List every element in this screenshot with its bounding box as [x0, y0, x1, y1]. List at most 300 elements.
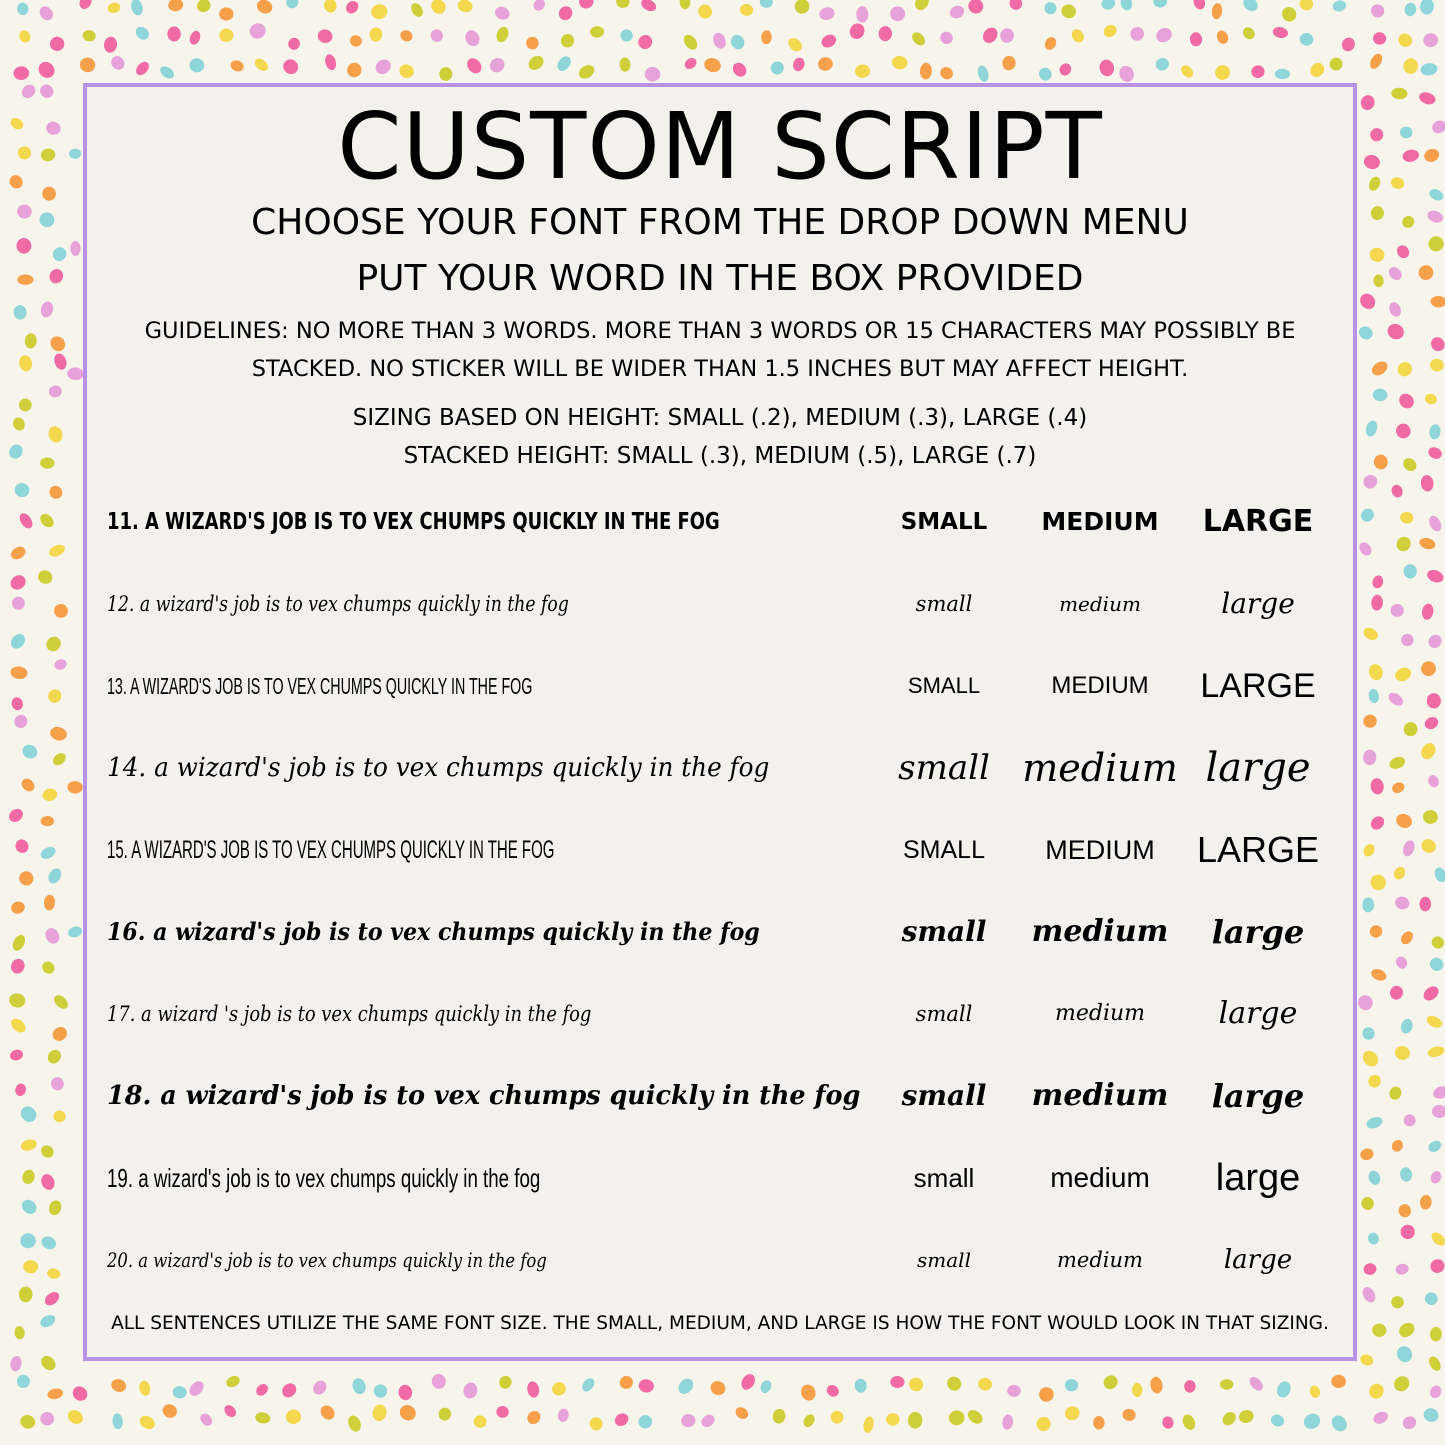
confetti-dot [1428, 1257, 1445, 1276]
font-sample-sentence: 12. a wizard's job is to vex chumps quickly in the fog [107, 592, 569, 616]
confetti-dot [966, 0, 986, 16]
confetti-dot [351, 1377, 368, 1396]
confetti-dot [550, 1380, 568, 1398]
confetti-dot [77, 0, 94, 11]
confetti-dot [428, 0, 448, 17]
confetti-dot [1390, 1138, 1406, 1154]
confetti-dot [280, 56, 301, 77]
confetti-dot [1399, 1017, 1414, 1035]
confetti-dot [1149, 1376, 1163, 1394]
confetti-dot [53, 1110, 67, 1123]
confetti-dot [1368, 246, 1387, 264]
confetti-dot [1357, 291, 1378, 313]
confetti-dot [1184, 1380, 1196, 1393]
confetti-dot [1420, 474, 1435, 492]
confetti-dot [9, 1048, 25, 1062]
confetti-dot [1394, 1344, 1415, 1365]
confetti-dot [371, 1403, 388, 1422]
confetti-dot [348, 34, 363, 49]
font-sample-sentence: 11. A WIZARD'S JOB IS TO VEX CHUMPS QUICKLY IN THE FOG [107, 509, 720, 535]
confetti-dot [397, 62, 416, 80]
confetti-dot [1388, 984, 1404, 1001]
confetti-dot [494, 25, 510, 44]
confetti-dot [1367, 923, 1384, 941]
confetti-dot [799, 1382, 818, 1402]
font-sample-sentence: 16. a wizard's job is to vex chumps quickly in the fog [107, 917, 760, 946]
confetti-dot [615, 0, 631, 9]
confetti-dot [370, 3, 389, 21]
confetti-dot [888, 4, 908, 24]
confetti-dot [1427, 1045, 1445, 1059]
confetti-dot [1363, 1262, 1378, 1276]
confetti-dot [15, 1373, 31, 1389]
size-sample-large: large [1223, 1245, 1293, 1275]
confetti-dot [8, 631, 28, 651]
confetti-dot [818, 5, 836, 21]
confetti-dot [1419, 1194, 1432, 1210]
confetti-dot [47, 483, 65, 501]
size-sample-medium: medium [1057, 1248, 1143, 1272]
confetti-dot [948, 4, 966, 21]
confetti-dot [18, 354, 34, 373]
confetti-dot [112, 1413, 124, 1430]
confetti-dot [1371, 594, 1384, 611]
confetti-dot [1369, 967, 1388, 983]
confetti-dot [35, 59, 57, 82]
confetti-dot [44, 894, 56, 910]
confetti-dot [10, 900, 27, 916]
font-sample-sentence: 17. a wizard 's job is to vex chumps quickly in the fog [107, 1002, 592, 1026]
confetti-dot [428, 27, 445, 44]
confetti-dot [37, 82, 56, 101]
confetti-dot [1007, 0, 1025, 12]
confetti-dot [229, 59, 245, 74]
confetti-dot [1394, 1262, 1409, 1276]
confetti-dot [1121, 1407, 1137, 1422]
confetti-dot [1360, 1048, 1382, 1070]
size-sample-large: large [1211, 1077, 1305, 1115]
confetti-dot [681, 32, 700, 52]
confetti-dot [7, 442, 26, 461]
confetti-dot [965, 1407, 985, 1426]
confetti-dot [1220, 1379, 1233, 1389]
confetti-dot [1370, 777, 1385, 795]
confetti-dot [1100, 0, 1117, 11]
confetti-dot [18, 1103, 40, 1125]
confetti-dot [41, 185, 58, 202]
confetti-dot [254, 1411, 271, 1425]
confetti-dot [67, 367, 84, 380]
confetti-dot [21, 1168, 37, 1185]
confetti-dot [886, 1413, 900, 1426]
confetti-dot [6, 806, 25, 824]
confetti-dot [37, 210, 57, 230]
confetti-dot [409, 1, 425, 19]
confetti-dot [16, 2, 29, 17]
confetti-dot [284, 0, 301, 11]
confetti-dot [1371, 574, 1385, 590]
confetti-dot [41, 787, 59, 803]
confetti-dot [49, 1075, 66, 1092]
confetti-dot [1064, 1378, 1079, 1393]
confetti-dot [24, 333, 37, 350]
confetti-dot [39, 1234, 58, 1252]
font-sample-sentence: 18. a wizard's job is to vex chumps quickly in the fog [107, 1081, 861, 1111]
confetti-dot [791, 56, 806, 73]
confetti-dot [70, 1383, 91, 1403]
confetti-dot [1093, 1416, 1104, 1429]
confetti-dot [463, 28, 482, 49]
page-title: CUSTOM SCRIPT [337, 93, 1103, 200]
confetti-dot [344, 0, 361, 16]
confetti-dot [1237, 1408, 1255, 1425]
confetti-dot [19, 398, 32, 411]
confetti-dot [1275, 69, 1290, 79]
confetti-dot [907, 1375, 926, 1393]
confetti-dot [702, 56, 722, 74]
confetti-dot [496, 1405, 510, 1418]
confetti-dot [576, 0, 596, 11]
confetti-dot [1391, 87, 1408, 99]
confetti-dot [373, 56, 394, 77]
confetti-dot [13, 305, 27, 320]
confetti-dot [1429, 358, 1445, 373]
confetti-dot [733, 1405, 750, 1422]
confetti-dot [437, 1406, 453, 1422]
confetti-dot [109, 53, 127, 72]
confetti-dot [323, 53, 337, 71]
confetti-dot [9, 957, 27, 976]
size-sample-medium: MEDIUM [1041, 507, 1159, 536]
confetti-dot [14, 1082, 27, 1097]
confetti-dot [1042, 0, 1059, 17]
confetti-dot [40, 147, 57, 163]
confetti-dot [1002, 56, 1016, 71]
confetti-dot [8, 116, 25, 132]
confetti-dot [1425, 1014, 1444, 1030]
font-sample-row [87, 738, 1361, 798]
confetti-dot [1063, 1404, 1082, 1423]
size-sample-medium: medium [1031, 914, 1169, 949]
instruction-font-menu: CHOOSE YOUR FONT FROM THE DROP DOWN MENU [251, 202, 1189, 243]
confetti-dot [878, 26, 892, 41]
confetti-dot [487, 55, 507, 75]
confetti-dot [1426, 773, 1441, 789]
confetti-dot [78, 56, 97, 74]
confetti-dot [1400, 1224, 1415, 1239]
confetti-dot [1398, 1203, 1413, 1218]
confetti-dot [728, 33, 746, 52]
confetti-dot [133, 24, 151, 42]
confetti-dot [683, 56, 699, 72]
size-sample-large: large [1221, 587, 1295, 620]
font-sample-sentence: 14. a wizard's job is to vex chumps quickly in the fog [107, 753, 770, 783]
confetti-dot [47, 267, 66, 286]
confetti-dot [1269, 1412, 1286, 1428]
confetti-dot [23, 1260, 39, 1274]
confetti-dot [801, 1412, 817, 1429]
confetti-dot [1101, 1373, 1120, 1392]
confetti-dot [696, 2, 715, 21]
confetti-dot [1396, 1320, 1417, 1340]
confetti-dot [1401, 1414, 1419, 1431]
confetti-dot [1359, 1353, 1375, 1368]
confetti-dot [1396, 31, 1415, 50]
confetti-dot [761, 30, 772, 45]
confetti-dot [1388, 755, 1407, 771]
font-sample-row [87, 1066, 1361, 1126]
confetti-dot [167, 26, 181, 41]
confetti-dot [1132, 1383, 1142, 1397]
confetti-dot [1386, 265, 1404, 283]
confetti-dot [1401, 633, 1414, 646]
confetti-dot [16, 238, 32, 255]
confetti-dot [1390, 483, 1405, 499]
confetti-dot [679, 0, 691, 10]
confetti-dot [1428, 334, 1445, 353]
font-sample-row [87, 574, 1361, 634]
confetti-dot [1419, 897, 1431, 912]
confetti-dot [1394, 534, 1414, 554]
confetti-dot [1329, 1412, 1350, 1434]
font-sample-row [87, 492, 1361, 552]
confetti-dot [910, 30, 928, 48]
confetti-dot [46, 425, 64, 445]
confetti-dot [1361, 625, 1380, 642]
confetti-dot [525, 35, 540, 50]
confetti-dot [1423, 715, 1441, 732]
confetti-dot [1400, 213, 1417, 230]
confetti-dot [38, 511, 57, 530]
confetti-dot [160, 1402, 179, 1421]
size-sample-medium: medium [1059, 592, 1141, 616]
confetti-dot [1340, 35, 1357, 53]
confetti-dot [1428, 1384, 1443, 1400]
confetti-dot [16, 868, 36, 888]
confetti-dot [285, 1409, 302, 1426]
confetti-dot [137, 1413, 157, 1432]
confetti-dot [1399, 511, 1415, 525]
size-sample-small: small [901, 1079, 987, 1112]
confetti-dot [1368, 872, 1389, 893]
confetti-dot [768, 59, 786, 77]
confetti-dot [1360, 1196, 1376, 1212]
confetti-dot [369, 27, 383, 42]
confetti-dot [1427, 955, 1445, 974]
confetti-dot [20, 1233, 36, 1249]
confetti-dot [19, 1197, 39, 1217]
confetti-dot [464, 55, 484, 76]
confetti-dot [69, 148, 82, 159]
confetti-dot [397, 1384, 413, 1401]
confetti-dot [17, 29, 32, 45]
info-card [83, 83, 1357, 1361]
confetti-dot [1360, 1285, 1378, 1305]
font-sample-row [87, 984, 1361, 1044]
sizing-info: SIZING BASED ON HEIGHT: SMALL (.2), MEDIUM (.3), LARGE (.4) [352, 405, 1088, 431]
confetti-dot [107, 2, 122, 14]
confetti-dot [912, 0, 931, 12]
confetti-dot [1426, 632, 1444, 651]
confetti-dot [619, 28, 634, 42]
confetti-dot [1427, 187, 1445, 203]
confetti-dot [1403, 58, 1419, 75]
confetti-dot [9, 1355, 22, 1372]
confetti-dot [576, 62, 596, 81]
confetti-dot [938, 29, 956, 46]
confetti-dot [53, 603, 69, 619]
confetti-dot [255, 0, 275, 16]
confetti-dot [1426, 233, 1445, 254]
confetti-dot [855, 64, 871, 78]
confetti-dot [617, 1374, 635, 1392]
confetti-dot [681, 1413, 696, 1427]
confetti-dot [557, 1408, 570, 1423]
confetti-dot [1418, 741, 1438, 762]
confetti-dot [48, 385, 63, 399]
confetti-dot [287, 36, 302, 51]
confetti-dot [1394, 812, 1414, 831]
confetti-dot [1001, 1414, 1014, 1431]
confetti-dot [1367, 175, 1383, 193]
confetti-dot [1153, 0, 1168, 9]
confetti-dot [51, 751, 69, 768]
confetti-dot [1272, 26, 1289, 40]
confetti-dot [619, 57, 631, 72]
confetti-dot [138, 1380, 151, 1397]
confetti-dot [1385, 321, 1407, 342]
confetti-dot [1371, 1409, 1390, 1426]
size-sample-large: LARGE [1196, 829, 1320, 870]
confetti-dot [1060, 3, 1078, 20]
confetti-dot [730, 60, 749, 79]
confetti-dot [1247, 1374, 1265, 1393]
confetti-dot [41, 816, 54, 826]
confetti-dot [19, 776, 37, 794]
confetti-dot [318, 1403, 338, 1423]
confetti-dot [920, 63, 933, 80]
confetti-dot [39, 300, 54, 318]
confetti-dot [472, 1414, 488, 1430]
confetti-dot [439, 67, 453, 82]
confetti-dot [612, 1411, 630, 1429]
confetti-dot [1119, 0, 1134, 12]
confetti-dot [195, 0, 213, 14]
confetti-dot [1057, 61, 1073, 78]
confetti-dot [1423, 1290, 1440, 1307]
size-sample-medium: medium [1022, 746, 1178, 790]
confetti-dot [456, 0, 474, 14]
confetti-dot [1069, 27, 1086, 45]
confetti-dot [1369, 2, 1386, 19]
confetti-dot [635, 32, 655, 52]
confetti-dot [497, 1374, 513, 1391]
confetti-dot [555, 54, 574, 74]
confetti-dot [1037, 65, 1054, 83]
confetti-dot [1362, 897, 1375, 913]
confetti-dot [1034, 1414, 1053, 1433]
confetti-dot [711, 31, 728, 51]
confetti-dot [39, 1172, 57, 1192]
confetti-dot [1366, 1073, 1383, 1090]
confetti-dot [46, 687, 64, 705]
confetti-dot [129, 0, 144, 17]
confetti-dot [17, 275, 33, 285]
confetti-dot [891, 55, 909, 71]
confetti-dot [1395, 359, 1415, 379]
confetti-dot [51, 993, 70, 1012]
confetti-dot [323, 0, 338, 14]
confetti-dot [16, 203, 33, 219]
confetti-dot [10, 595, 27, 612]
font-sample-row [87, 902, 1361, 962]
confetti-dot [1279, 4, 1299, 24]
confetti-dot [198, 1411, 215, 1428]
confetti-dot [1367, 662, 1385, 682]
confetti-dot [980, 25, 1000, 46]
confetti-dot [1391, 1373, 1412, 1394]
confetti-dot [794, 0, 810, 14]
confetti-dot [1422, 809, 1438, 825]
confetti-dot [890, 1376, 905, 1389]
confetti-dot [944, 1374, 964, 1394]
confetti-dot [1401, 839, 1416, 858]
confetti-dot [1192, 0, 1207, 11]
confetti-dot [158, 64, 176, 81]
confetti-dot [847, 21, 867, 42]
confetti-dot [739, 3, 755, 18]
font-sample-sentence: 19. a wizard's job is to vex chumps quickly in the fog [107, 1163, 541, 1193]
confetti-dot [1431, 1084, 1445, 1100]
confetti-dot [1389, 603, 1404, 618]
confetti-dot [65, 1407, 85, 1427]
confetti-dot [1361, 472, 1380, 491]
confetti-dot [1403, 722, 1418, 737]
confetti-dot [1363, 749, 1377, 765]
confetti-dot [1329, 58, 1342, 71]
confetti-dot [1404, 2, 1418, 17]
confetti-dot [1368, 125, 1387, 144]
confetti-dot [53, 657, 68, 671]
confetti-dot [1365, 1115, 1384, 1131]
confetti-dot [1308, 60, 1328, 80]
confetti-dot [1331, 0, 1347, 13]
confetti-dot [16, 144, 34, 162]
confetti-dot [1371, 1322, 1387, 1338]
confetti-dot [252, 56, 270, 73]
confetti-dot [7, 172, 26, 191]
font-sample-row [87, 820, 1361, 880]
size-sample-small: SMALL [903, 836, 985, 864]
size-sample-medium: medium [1050, 1162, 1150, 1193]
confetti-dot [109, 1377, 127, 1394]
confetti-dot [1298, 0, 1314, 12]
stacked-height-info: STACKED HEIGHT: SMALL (.3), MEDIUM (.5), LARGE (.7) [403, 443, 1037, 469]
confetti-dot [279, 1380, 299, 1400]
confetti-dot [772, 1408, 787, 1425]
confetti-dot [1418, 90, 1438, 106]
confetti-dot [644, 66, 661, 82]
confetti-dot [1117, 64, 1136, 85]
confetti-dot [1359, 1147, 1375, 1162]
confetti-dot [1361, 842, 1376, 858]
confetti-dot [218, 28, 234, 43]
confetti-dot [1420, 62, 1439, 77]
confetti-dot [1422, 31, 1440, 49]
confetti-dot [50, 1024, 70, 1044]
confetti-dot [1393, 421, 1413, 441]
confetti-dot [9, 544, 28, 562]
